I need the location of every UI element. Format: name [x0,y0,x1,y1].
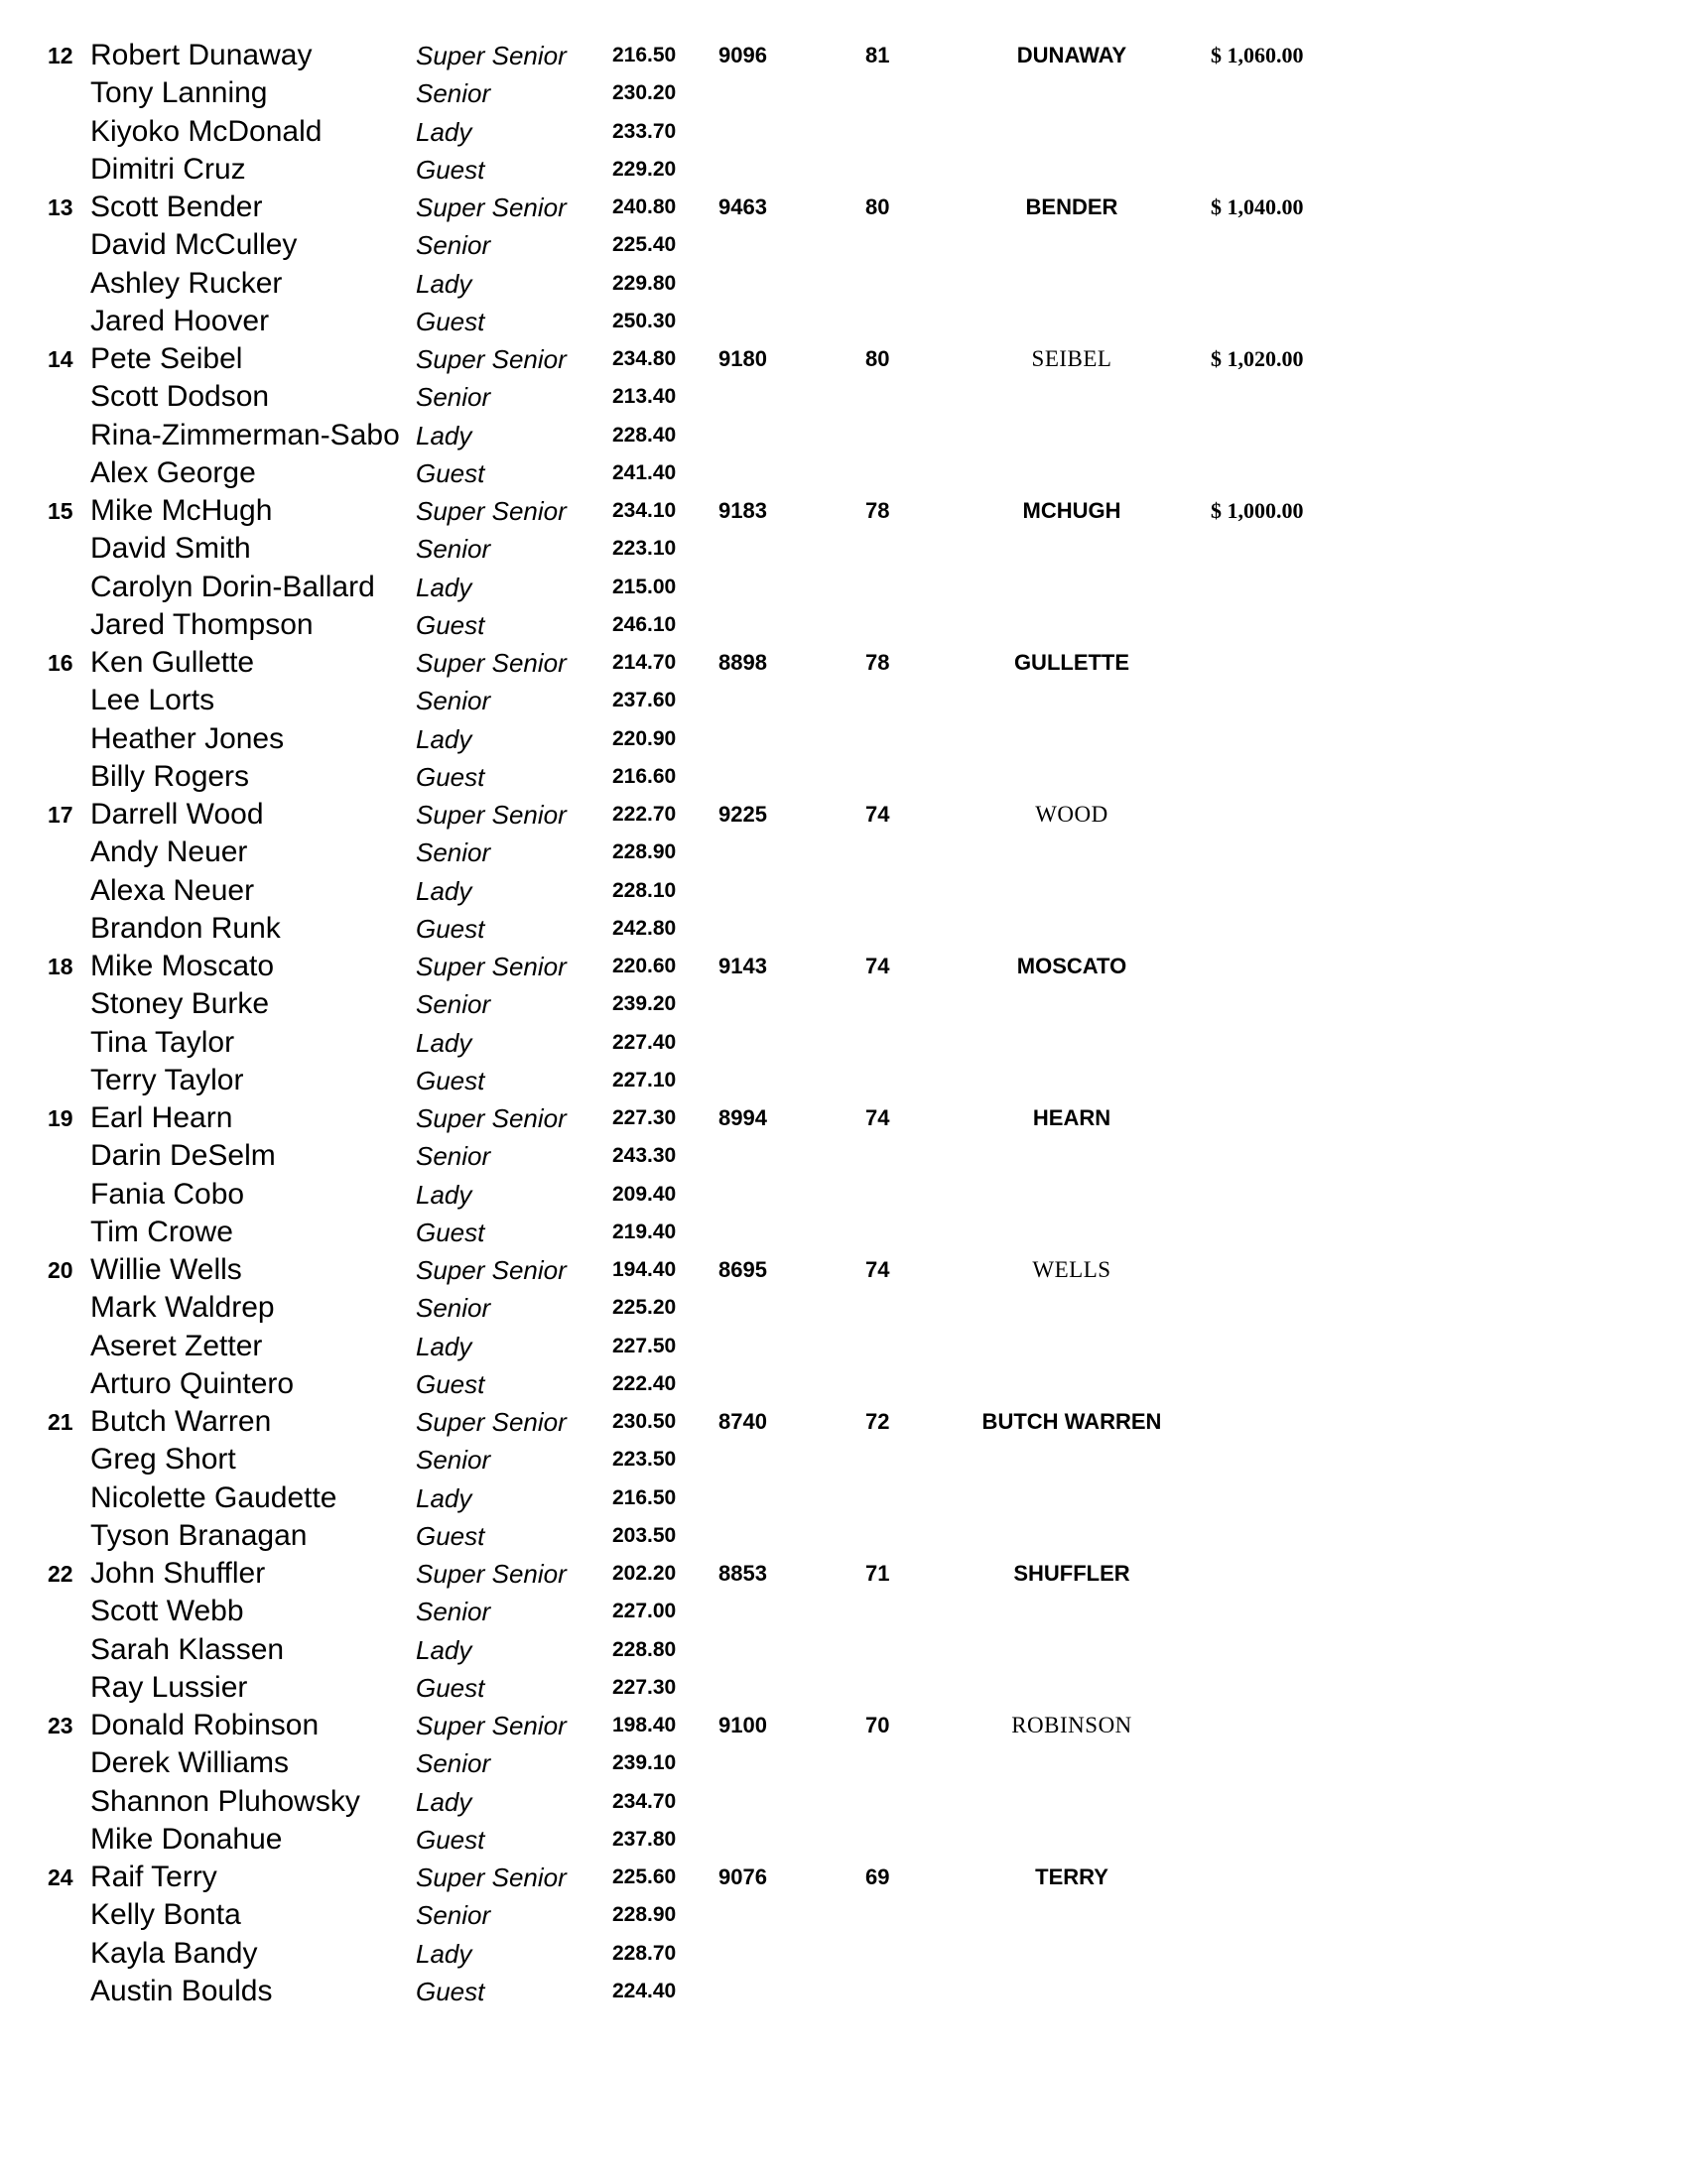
player-name: David McCulley [90,228,298,262]
team-name: HEARN [1032,1105,1111,1130]
team-prize: $ 1,060.00 [1211,43,1304,67]
team-total-pins: 9076 [718,1864,767,1889]
player-division: Super Senior [416,1407,567,1437]
team-points: 80 [865,346,890,371]
team-prize: $ 1,000.00 [1211,498,1304,523]
team-row [0,37,1688,74]
player-name: Stoney Burke [90,987,270,1021]
player-row [0,113,1688,151]
team-total-pins: 9225 [718,802,767,827]
team-points: 69 [865,1864,890,1889]
player-name: Scott Bender [90,191,263,223]
team-total-pins: 8740 [718,1409,767,1434]
player-row [0,265,1688,303]
player-division: Lady [416,572,472,602]
player-name: Tyson Branagan [90,1518,308,1552]
player-name: Jared Hoover [90,304,270,337]
player-row [0,1896,1688,1934]
player-row [0,1024,1688,1062]
player-row [0,872,1688,910]
player-name: Arturo Quintero [90,1366,295,1400]
team-rank: 13 [48,194,73,220]
player-division: Senior [416,686,491,716]
team-name: SHUFFLER [1013,1561,1130,1586]
player-division: Guest [416,1824,485,1855]
player-average: 224.40 [612,1979,677,2002]
player-row [0,1669,1688,1707]
team-rank: 23 [48,1713,73,1738]
player-average: 227.30 [612,1675,677,1699]
team-row [0,644,1688,682]
player-row [0,1744,1688,1782]
player-division: Super Senior [416,648,567,678]
player-average: 213.40 [612,385,677,409]
player-average: 203.50 [612,1523,677,1547]
player-average: 237.60 [612,689,677,712]
player-row [0,303,1688,340]
player-division: Senior [416,1141,491,1172]
player-row [0,1783,1688,1821]
player-name: Fania Cobo [90,1177,245,1211]
team-rank: 20 [48,1257,73,1283]
player-name: Alexa Neuer [90,873,255,907]
player-name: Scott Webb [90,1595,244,1628]
player-average: 240.80 [612,195,677,218]
player-row [0,758,1688,796]
player-average: 223.50 [612,1448,677,1472]
player-division: Guest [416,457,485,488]
player-average: 209.40 [612,1182,677,1206]
player-average: 234.70 [612,1789,677,1813]
player-division: Super Senior [416,800,567,830]
player-name: Heather Jones [90,721,285,755]
player-row [0,1137,1688,1175]
player-division: Lady [416,1634,472,1665]
player-name: Nicolette Gaudette [90,1480,337,1514]
player-name: Ashley Rucker [90,266,283,300]
player-row [0,682,1688,719]
team-total-pins: 9143 [718,954,767,978]
player-name: Robert Dunaway [90,39,313,71]
team-row [0,1555,1688,1593]
player-name: Raif Terry [90,1861,217,1893]
player-division: Super Senior [416,1863,567,1892]
player-division: Lady [416,268,472,299]
player-row [0,985,1688,1023]
team-rank: 19 [48,1105,73,1131]
team-row [0,1707,1688,1744]
player-row [0,74,1688,112]
player-row [0,834,1688,871]
player-division: Guest [416,761,485,792]
team-rank: 22 [48,1561,73,1587]
player-name: Sarah Klassen [90,1632,285,1666]
player-row [0,1821,1688,1859]
player-division: Lady [416,116,472,147]
player-row [0,720,1688,758]
player-average: 234.80 [612,347,677,370]
team-prize: $ 1,020.00 [1211,346,1304,371]
player-average: 241.40 [612,460,677,484]
team-row [0,1403,1688,1441]
player-name: Darin DeSelm [90,1139,276,1173]
player-average: 227.00 [612,1600,677,1623]
team-name: BUTCH WARREN [981,1409,1162,1434]
player-average: 239.10 [612,1751,677,1775]
player-average: 220.90 [612,726,677,750]
player-division: Super Senior [416,41,567,70]
player-average: 202.20 [612,1562,677,1585]
player-row [0,1479,1688,1517]
team-total-pins: 9180 [718,346,767,371]
player-name: Aseret Zetter [90,1329,263,1362]
team-name: DUNAWAY [1016,43,1127,67]
player-average: 230.20 [612,81,677,105]
player-row [0,378,1688,416]
player-row [0,1328,1688,1365]
player-division: Senior [416,78,491,109]
team-points: 74 [865,1105,890,1130]
player-row [0,1593,1688,1630]
player-average: 223.10 [612,537,677,561]
player-row [0,1517,1688,1555]
player-division: Guest [416,1065,485,1095]
player-division: Lady [416,1179,472,1210]
team-total-pins: 8695 [718,1257,767,1282]
player-division: Super Senior [416,1711,567,1740]
player-name: Earl Hearn [90,1101,233,1134]
player-name: Kiyoko McDonald [90,114,323,148]
player-average: 237.80 [612,1827,677,1851]
team-name: SEIBEL [1031,346,1112,371]
player-row [0,1214,1688,1251]
player-average: 222.40 [612,1371,677,1395]
team-rank: 12 [48,43,73,68]
player-name: Tina Taylor [90,1025,235,1059]
player-division: Lady [416,1938,472,1969]
player-average: 230.50 [612,1410,677,1433]
player-division: Guest [416,154,485,185]
player-average: 228.70 [612,1941,677,1965]
team-rank: 17 [48,802,73,828]
player-row [0,1631,1688,1669]
player-name: Butch Warren [90,1405,272,1438]
player-name: Jared Thompson [90,607,314,641]
team-name: BENDER [1025,194,1118,219]
player-division: Super Senior [416,1255,567,1285]
player-row [0,569,1688,606]
player-name: Terry Taylor [90,1063,244,1096]
team-name: GULLETTE [1013,650,1130,675]
player-division: Senior [416,230,491,261]
player-division: Lady [416,420,472,450]
player-average: 216.50 [612,1485,677,1509]
team-total-pins: 8853 [718,1561,767,1586]
player-division: Senior [416,1293,491,1324]
player-name: Ken Gullette [90,646,255,679]
player-average: 216.50 [612,44,677,66]
team-points: 72 [865,1409,890,1434]
player-division: Guest [416,609,485,640]
player-name: Donald Robinson [90,1709,320,1741]
team-rank: 15 [48,498,73,524]
player-average: 198.40 [612,1714,677,1736]
team-points: 71 [865,1561,890,1586]
player-division: Senior [416,1445,491,1476]
team-prize: $ 1,040.00 [1211,194,1304,219]
player-average: 216.60 [612,764,677,788]
team-total-pins: 8898 [718,650,767,675]
team-name: MOSCATO [1016,954,1127,978]
player-division: Guest [416,1672,485,1703]
team-points: 78 [865,650,890,675]
team-points: 80 [865,194,890,219]
player-average: 194.40 [612,1258,677,1281]
player-name: Tim Crowe [90,1215,233,1248]
player-division: Guest [416,1520,485,1551]
player-division: Lady [416,1482,472,1513]
player-average: 246.10 [612,612,677,636]
player-row [0,1289,1688,1327]
player-division: Lady [416,1027,472,1058]
player-name: Kayla Bandy [90,1936,258,1970]
player-row [0,530,1688,568]
player-average: 215.00 [612,575,677,598]
team-total-pins: 9096 [718,43,767,67]
team-total-pins: 8994 [718,1105,767,1130]
player-name: Kelly Bonta [90,1898,241,1932]
player-name: Greg Short [90,1443,236,1477]
player-average: 228.80 [612,1637,677,1661]
player-name: Pete Seibel [90,342,243,375]
player-row [0,151,1688,189]
player-division: Super Senior [416,952,567,981]
player-division: Senior [416,1900,491,1931]
player-average: 214.70 [612,651,677,674]
team-points: 74 [865,802,890,827]
player-name: Scott Dodson [90,380,270,414]
team-rank: 16 [48,650,73,676]
player-division: Guest [416,1217,485,1247]
player-row [0,1441,1688,1478]
player-name: Rina-Zimmerman-Sabo [90,418,400,451]
team-points: 81 [865,43,890,67]
player-average: 222.70 [612,803,677,826]
player-row [0,1935,1688,1973]
team-row [0,1859,1688,1896]
team-name: ROBINSON [1011,1713,1132,1737]
team-row [0,948,1688,985]
player-average: 225.60 [612,1865,677,1888]
player-division: Guest [416,1368,485,1399]
player-name: Carolyn Dorin-Ballard [90,570,375,603]
player-average: 219.40 [612,1220,677,1243]
player-name: Ray Lussier [90,1670,248,1704]
player-division: Lady [416,1331,472,1361]
player-average: 234.10 [612,499,677,522]
player-average: 227.50 [612,1334,677,1357]
player-row [0,606,1688,644]
team-name: MCHUGH [1022,498,1121,523]
team-row [0,1099,1688,1137]
player-name: Shannon Pluhowsky [90,1784,360,1818]
player-division: Guest [416,1976,485,2006]
team-row [0,189,1688,226]
player-name: Austin Boulds [90,1974,273,2007]
player-name: Mike Moscato [90,950,275,982]
player-name: Darrell Wood [90,798,264,831]
team-row [0,796,1688,834]
player-name: Alex George [90,455,256,489]
player-average: 233.70 [612,119,677,143]
player-row [0,910,1688,948]
player-average: 239.20 [612,992,677,1016]
team-points: 74 [865,954,890,978]
player-division: Guest [416,913,485,944]
team-total-pins: 9183 [718,498,767,523]
team-row [0,1251,1688,1289]
player-row [0,1973,1688,2010]
player-name: Brandon Runk [90,911,281,945]
player-division: Senior [416,837,491,868]
player-division: Senior [416,382,491,413]
team-name: TERRY [1035,1864,1108,1889]
player-name: Andy Neuer [90,835,248,869]
player-row [0,226,1688,264]
team-total-pins: 9100 [718,1713,767,1737]
player-division: Super Senior [416,1103,567,1133]
player-division: Super Senior [416,193,567,222]
team-total-pins: 9463 [718,194,767,219]
team-rank: 21 [48,1409,73,1435]
player-name: Derek Williams [90,1746,290,1780]
player-row [0,1062,1688,1099]
player-average: 242.80 [612,916,677,940]
player-average: 228.90 [612,1903,677,1927]
player-division: Senior [416,534,491,565]
team-name: WELLS [1032,1257,1111,1282]
player-average: 250.30 [612,309,677,332]
team-points: 78 [865,498,890,523]
player-average: 220.60 [612,955,677,977]
player-row [0,417,1688,454]
player-division: Guest [416,306,485,336]
player-average: 227.30 [612,1106,677,1129]
team-name: WOOD [1035,802,1108,827]
team-row [0,340,1688,378]
team-rank: 24 [48,1864,73,1890]
player-name: Mike McHugh [90,494,273,527]
player-row [0,454,1688,492]
player-division: Senior [416,1748,491,1779]
player-average: 229.20 [612,157,677,181]
player-average: 225.20 [612,1296,677,1320]
player-row [0,1176,1688,1214]
player-division: Super Senior [416,1559,567,1589]
player-name: Mark Waldrep [90,1291,275,1325]
player-average: 227.40 [612,1030,677,1054]
team-rank: 14 [48,346,73,372]
player-name: Lee Lorts [90,684,215,717]
player-division: Lady [416,723,472,754]
player-name: Dimitri Cruz [90,152,246,186]
player-average: 228.10 [612,878,677,902]
player-division: Super Senior [416,496,567,526]
player-name: Billy Rogers [90,759,250,793]
player-division: Super Senior [416,344,567,374]
player-average: 227.10 [612,1068,677,1092]
player-division: Senior [416,1597,491,1627]
player-name: David Smith [90,532,251,566]
player-division: Lady [416,875,472,906]
player-average: 225.40 [612,233,677,257]
player-average: 228.40 [612,423,677,447]
player-average: 228.90 [612,840,677,864]
team-points: 70 [865,1713,890,1737]
player-name: John Shuffler [90,1557,266,1590]
player-name: Willie Wells [90,1253,242,1286]
team-points: 74 [865,1257,890,1282]
player-average: 229.80 [612,271,677,295]
team-row [0,492,1688,530]
player-name: Tony Lanning [90,76,268,110]
player-name: Mike Donahue [90,1822,283,1856]
player-row [0,1365,1688,1403]
player-division: Senior [416,989,491,1020]
player-average: 243.30 [612,1144,677,1168]
player-division: Lady [416,1786,472,1817]
team-rank: 18 [48,954,73,979]
